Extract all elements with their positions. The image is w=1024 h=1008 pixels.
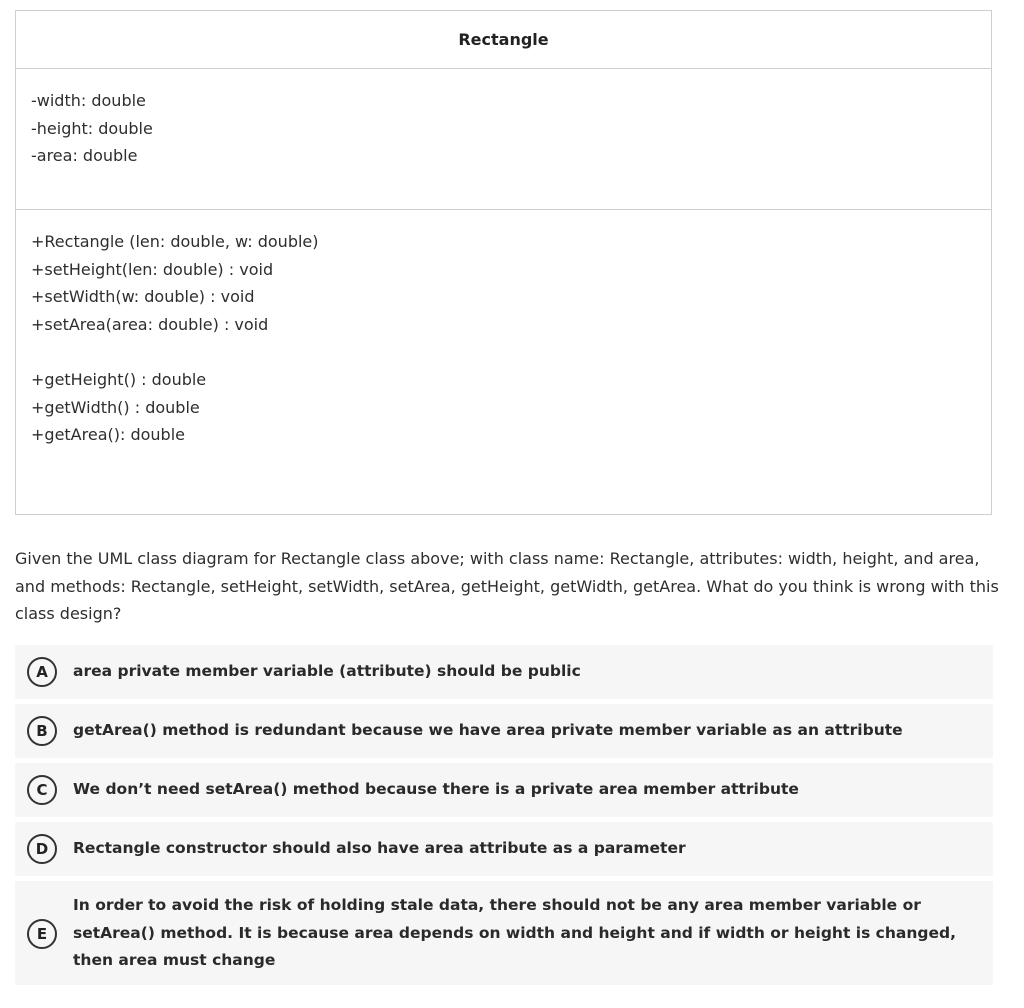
option-text-c: We don’t need setArea() method because there is a private area member attribute [73,780,799,798]
option-text-b: getArea() method is redundant because we have area private member variable as an attribute [73,721,903,739]
option-letter-a: A [27,657,57,687]
uml-method: +setWidth(w: double) : void [31,287,255,306]
answer-option-b[interactable] [15,704,993,758]
uml-class-name: Rectangle [16,11,991,69]
option-letter-b: B [27,716,57,746]
uml-method: +getArea(): double [31,425,185,444]
option-text-d: Rectangle constructor should also have area attribute as a parameter [73,839,686,857]
answer-option-e[interactable] [15,881,993,985]
answer-option-c[interactable] [15,763,993,817]
uml-class-diagram [15,10,992,515]
uml-method: +getWidth() : double [31,397,200,417]
uml-method: +Rectangle (len: double, w: double) [31,232,319,251]
uml-attributes-section [16,69,991,210]
option-text-e: In order to avoid the risk of holding stale data, there should not be any area member variable or setArea() method. It is because area depends on width and height and if width or height is changed, then area must change [73,896,956,969]
uml-attribute: -width: double [31,91,146,110]
option-letter-d: D [27,834,57,864]
uml-attribute: -area: double [31,146,138,165]
uml-attribute: -height: double [31,118,153,138]
uml-methods-section [16,210,991,449]
option-letter-c: C [27,775,57,805]
option-letter-e: E [27,919,57,949]
uml-method: +setArea(area: double) : void [31,314,269,334]
question-text: Given the UML class diagram for Rectangle class above; with class name: Rectangle, attributes: width, height, and area, and methods: Rectangle, setHeight, setWidth, setArea, getHeight, getWidth, getArea. What do you think is wrong with this class design? [15,549,999,623]
answer-option-a[interactable] [15,645,993,699]
uml-method-gap [31,338,991,366]
uml-method: +setHeight(len: double) : void [31,259,274,279]
answer-option-d[interactable] [15,822,993,876]
uml-method: +getHeight() : double [31,370,207,389]
option-text-a: area private member variable (attribute) should be public [73,662,581,680]
